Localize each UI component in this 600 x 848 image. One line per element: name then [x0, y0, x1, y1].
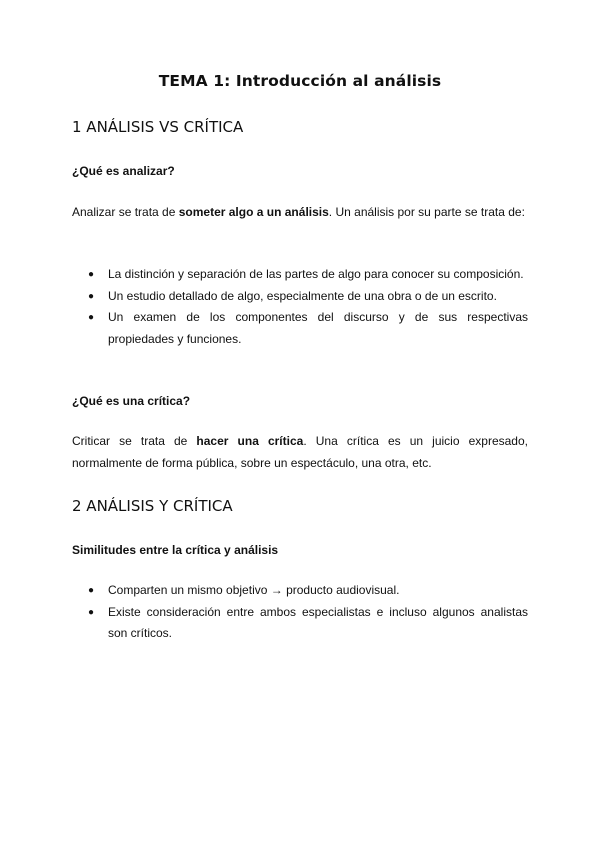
section-1-heading: 1 ANÁLISIS VS CRÍTICA — [72, 118, 244, 136]
question-critica: ¿Qué es una crítica? — [72, 394, 191, 408]
list-item-text: La distinción y separación de las partes de algo para conocer su composición. — [108, 267, 524, 281]
paragraph-analizar-text-1: Analizar se trata de — [72, 205, 179, 219]
list-item-text: Comparten un mismo objetivo → producto audiovisual. — [108, 583, 400, 597]
list-item — [72, 602, 528, 645]
bullet-icon: ● — [88, 290, 95, 302]
bullet-icon: ● — [88, 312, 95, 323]
bullet-icon: ● — [88, 269, 95, 280]
bullet-icon: ● — [88, 585, 95, 596]
list-item — [72, 286, 528, 308]
similitudes-bullet-list — [72, 580, 528, 645]
paragraph-analizar-bold: someter algo a un análisis — [178, 205, 329, 219]
section-2-heading: 2 ANÁLISIS Y CRÍTICA — [72, 497, 233, 515]
document-title: TEMA 1: Introducción al análisis — [158, 72, 442, 90]
analisis-bullet-list — [72, 264, 528, 350]
list-item — [72, 580, 528, 602]
list-item — [72, 264, 528, 286]
paragraph-analizar-text-2: . Un análisis por su parte se trata de: — [328, 205, 525, 219]
paragraph-analizar — [72, 202, 528, 224]
bullet-icon: ● — [88, 606, 95, 618]
paragraph-critica-text-1: Criticar se trata de — [72, 434, 197, 448]
similitudes-subheading: Similitudes entre la crítica y análisis — [72, 543, 279, 557]
paragraph-critica-text-2: . Una crítica es un juicio expresado, normalmente de forma pública, sobre un espectáculo, una otra, etc. — [72, 434, 528, 470]
list-item-text: Existe consideración entre ambos especialistas e incluso algunos analistas son críticos. — [108, 604, 528, 640]
paragraph-critica-bold: hacer una crítica — [196, 434, 304, 448]
list-item — [72, 307, 528, 350]
paragraph-critica — [72, 431, 528, 474]
question-analizar: ¿Qué es analizar? — [72, 164, 175, 178]
list-item-text: Un examen de los componentes del discurso y de sus respectivas propiedades y funciones. — [108, 310, 528, 346]
list-item-text: Un estudio detallado de algo, especialmente de una obra o de un escrito. — [108, 288, 497, 303]
